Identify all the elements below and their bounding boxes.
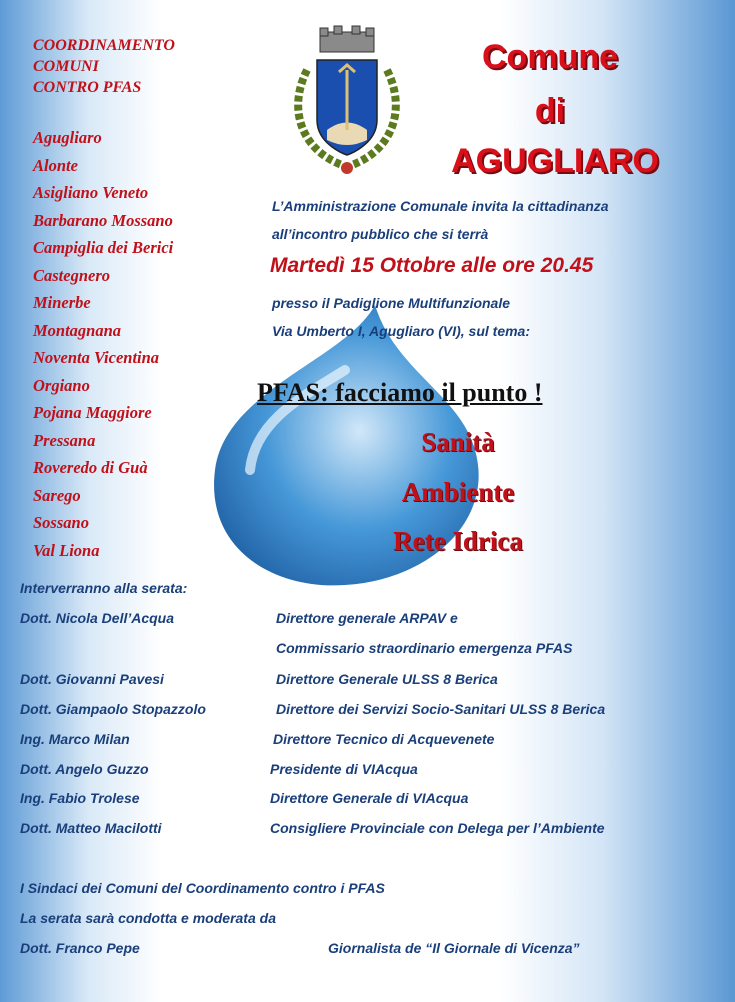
town-item: Sarego — [33, 485, 81, 505]
speaker-role: Direttore Generale ULSS 8 Berica — [276, 671, 498, 687]
invitation-line-1: L’Amministrazione Comunale invita la cittadinanza — [272, 198, 609, 214]
speaker-role: Direttore Generale di VIAcqua — [270, 790, 469, 806]
speaker-name: Dott. Angelo Guzzo — [20, 761, 149, 777]
speaker-role: Direttore Tecnico di Acquevenete — [273, 731, 495, 747]
town-item: Barbarano Mossano — [33, 210, 173, 230]
speaker-name: Dott. Nicola Dell’Acqua — [20, 610, 175, 626]
topic-item: Sanità — [421, 427, 495, 457]
town-item: Noventa Vicentina — [33, 348, 160, 367]
town-item: Pressana — [33, 430, 96, 450]
topic-item: Rete Idrica — [393, 526, 523, 556]
invitation-line-3: presso il Padiglione Multifunzionale — [272, 295, 511, 311]
speaker-role: Direttore dei Servizi Socio-Sanitari ULSS 8 Berica — [276, 701, 606, 717]
coordination-line: COMUNI — [33, 58, 99, 75]
theme-headline: PFAS: facciamo il punto ! — [257, 378, 543, 407]
speaker-role: Direttore generale ARPAV e — [276, 610, 458, 626]
speaker-name: Ing. Marco Milan — [20, 731, 130, 747]
town-list — [33, 124, 173, 564]
town-item: Montagnana — [33, 320, 122, 340]
moderator-role: Giornalista de “Il Giornale di Vicenza” — [328, 940, 580, 956]
coordination-line: COORDINAMENTO — [33, 37, 175, 54]
speaker-name: Dott. Giampaolo Stopazzolo — [20, 701, 206, 717]
speaker-role: Consigliere Provinciale con Delega per l’Ambiente — [270, 820, 605, 836]
speaker-role: Commissario straordinario emergenza PFAS — [276, 640, 573, 656]
town-item: Roveredo di Guà — [33, 458, 148, 477]
town-item: Val Liona — [33, 540, 100, 560]
town-item: Sossano — [33, 513, 89, 532]
town-item: Asigliano Veneto — [33, 183, 149, 202]
speaker-name: Dott. Giovanni Pavesi — [20, 671, 164, 687]
title-line-1: Comune — [482, 38, 618, 76]
title-line-3: AGUGLIARO — [451, 142, 659, 180]
title-line-2: di — [534, 92, 566, 130]
speaker-role: Presidente di VIAcqua — [270, 761, 418, 777]
town-item: Minerbe — [33, 293, 91, 312]
speaker-name: Dott. Matteo Macilotti — [20, 820, 162, 836]
moderator-name: Dott. Franco Pepe — [20, 940, 140, 956]
speaker-name: Ing. Fabio Trolese — [20, 790, 140, 806]
coordination-line: CONTRO PFAS — [33, 79, 142, 96]
event-date: Martedì 15 Ottobre alle ore 20.45 — [270, 254, 594, 277]
coordination-heading — [33, 35, 175, 98]
town-item: Castegnero — [33, 265, 111, 285]
invitation-line-4: Via Umberto I, Agugliaro (VI), sul tema: — [272, 323, 530, 339]
invitation-line-2: all’incontro pubblico che si terrà — [272, 226, 489, 242]
town-item: Pojana Maggiore — [33, 403, 152, 422]
topic-item: Ambiente — [401, 477, 515, 507]
municipal-crest-icon — [282, 20, 412, 180]
town-item: Campiglia dei Berici — [33, 238, 174, 257]
footer-line-1: I Sindaci dei Comuni del Coordinamento contro i PFAS — [20, 880, 385, 896]
footer-line-2: La serata sarà condotta e moderata da — [20, 910, 276, 926]
speakers-heading: Interverranno alla serata: — [20, 580, 188, 596]
town-item: Orgiano — [33, 375, 90, 395]
town-item: Alonte — [33, 155, 78, 175]
town-item: Agugliaro — [33, 128, 102, 147]
